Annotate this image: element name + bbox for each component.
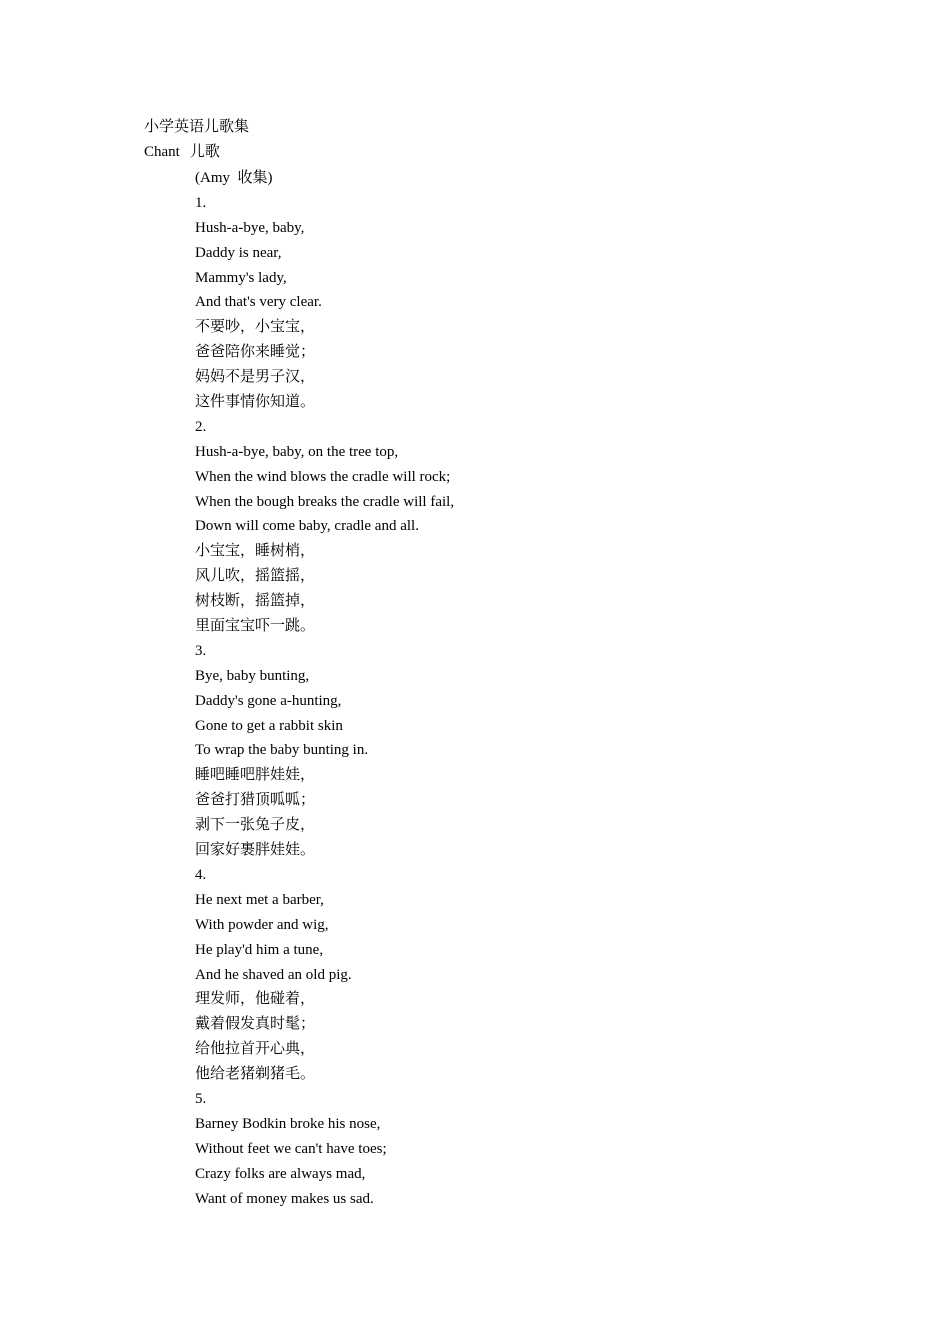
poem-number: 2. (195, 418, 207, 435)
chinese-line: 回家好裹胖娃娃。 (195, 842, 316, 859)
english-line: Without feet we can't have toes; (195, 1140, 387, 1157)
chinese-line: 小宝宝，睡树梢， (195, 543, 316, 560)
collector-note: (Amy 收集) (195, 170, 273, 186)
english-line: Want of money makes us sad. (195, 1190, 374, 1207)
poem-4 (195, 863, 755, 1087)
poem-3 (195, 639, 755, 863)
chinese-line: 不要吵，小宝宝， (195, 319, 316, 336)
poem-5 (195, 1087, 755, 1211)
english-line: Daddy is near, (195, 244, 282, 261)
poem-number: 3. (195, 642, 207, 659)
english-line: And that's very clear. (195, 294, 322, 311)
chant-body (195, 166, 755, 1211)
english-line: To wrap the baby bunting in. (195, 742, 369, 759)
english-line: Hush-a-bye, baby, (195, 219, 305, 236)
chinese-line: 戴着假发真时髦； (195, 1016, 316, 1033)
poem-1 (195, 191, 755, 415)
english-line: Crazy folks are always mad, (195, 1165, 366, 1182)
english-line: Down will come baby, cradle and all. (195, 518, 419, 535)
chinese-line: 这件事情你知道。 (195, 394, 316, 411)
chinese-line: 睡吧睡吧胖娃娃， (195, 767, 316, 784)
chinese-line: 他给老猪剃猪毛。 (195, 1066, 316, 1083)
poem-2 (195, 415, 755, 639)
english-line: Daddy's gone a-hunting, (195, 692, 342, 709)
chant-heading-chinese: 儿歌 (189, 144, 220, 160)
chinese-line: 爸爸打猎顶呱呱； (195, 792, 316, 809)
english-line: He next met a barber, (195, 891, 324, 908)
poem-number: 1. (195, 194, 207, 211)
english-line: He play'd him a tune, (195, 941, 324, 958)
english-line: Bye, baby bunting, (195, 667, 310, 684)
english-line: With powder and wig, (195, 916, 329, 933)
english-line: Barney Bodkin broke his nose, (195, 1115, 381, 1132)
english-line: When the bough breaks the cradle will fail, (195, 493, 455, 510)
chant-heading (144, 141, 220, 163)
chant-heading-english: Chant (144, 144, 180, 160)
english-line: Hush-a-bye, baby, on the tree top, (195, 443, 399, 460)
chinese-line: 爸爸陪你来睡觉； (195, 344, 316, 361)
english-line: When the wind blows the cradle will rock; (195, 468, 451, 485)
chinese-line: 给他拉首开心典， (195, 1041, 316, 1058)
chinese-line: 妈妈不是男子汉， (195, 369, 316, 386)
chinese-line: 树枝断，摇篮掉， (195, 593, 316, 610)
poem-number: 4. (195, 866, 207, 883)
document-title: 小学英语儿歌集 (144, 119, 250, 135)
english-line: Mammy's lady, (195, 269, 287, 286)
chinese-line: 里面宝宝吓一跳。 (195, 618, 316, 635)
english-line: And he shaved an old pig. (195, 966, 352, 983)
chinese-line: 理发师，他碰着， (195, 991, 316, 1008)
poem-number: 5. (195, 1090, 207, 1107)
chinese-line: 剥下一张兔子皮， (195, 817, 316, 834)
chinese-line: 风儿吹，摇篮摇， (195, 568, 316, 585)
english-line: Gone to get a rabbit skin (195, 717, 343, 734)
